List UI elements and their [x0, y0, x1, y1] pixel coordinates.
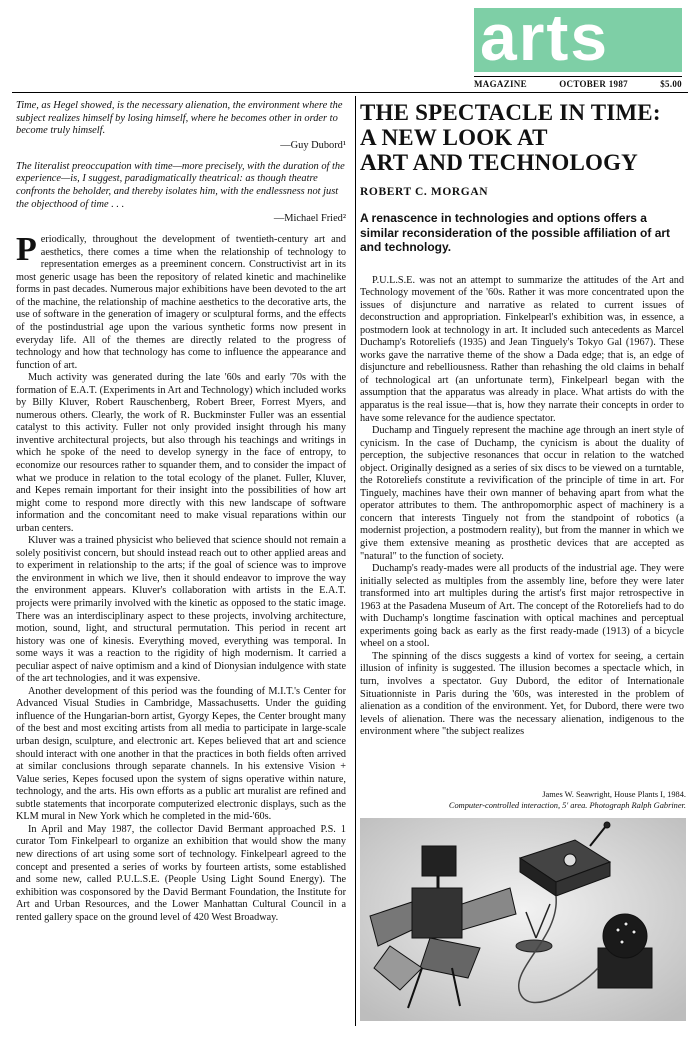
paragraph-r2: Duchamp and Tinguely represent the machine age through an inert style of cynicism. In the case of Duchamp, the cynicism is about the duality of perception, the subjective resonances that occur in relation to the watched object. Originally designed as a series of six discs to be viewed on a turntable, the Rotoreliefs constitute a revivification of the principle of time in art. For Tinguely, machines have their own manner of behaving apart from what the operator attributes to them. The anthropomorphic aspect of machinery is a concern that interests Tinguely not from the standpoint of robotics (a modernist projection, a postmodern reality), but from the manner in which we give them extensive meaning as prosthetic devices that are accepted as "natural" to the function of society. [360, 425, 684, 562]
house-plants-photo-illustration [360, 818, 686, 1021]
epigraph-1-attribution: —Guy Dubord¹ [280, 139, 346, 151]
paragraph-5: In April and May 1987, the collector David Bermant approached P.S. 1 curator Tom Finkelpearl to organize an exhibition that would show the many new directions of art using some sort of technology. Finkelpearl agreed to the concept and presented a series of works by fourteen artists, some established and some new, called P.U.L.S.E. (People Using Light Sound Energy). The exhibition was cosponsored by the David Bermant Foundation, the Institute for Art and Urban Resources, and the Lower Manhattan Cultural Council in a rented gallery space on the ground level of 420 West Broadway. [16, 823, 346, 923]
paragraph-3: Kluver was a trained physicist who believed that science should not remain a solely positivist concern, but should instead reach out to other applied areas and to experiment in relationship to the arts; if the goal of science was to improve the environment in which we live, then it should endeavor to improve the way the environment appears. Kluver's collaboration with artists in the E.A.T. projects were primarily involved with the kinetic as opposed to the static image. There was an interdisciplinary aspect to these projects, involving architecture, motion, sound, light, and structural permutation. This period in recent art history was one of kinesis. Everything moved, everything was temporal. In some ways it was a reaction to the rigidity of high modernism. It carried a peculiar aspect of naive optimism and a kind of Dionysian indulgence with state of the art technologies, and it was expensive. [16, 535, 346, 685]
paragraph-r4: The spinning of the discs suggests a kind of vortex for seeing, a certain illusion of infinity is suggested. The illusion becomes a spectacle which, in turn, involves a spectator. Guy Dubord, the editor of Internationale Situationniste in Paris during the '60s, was interested in the problem of alienation as a condition of the environment. Yet, for Dubord, there were two levels of alienation. There was the necessary alienation, indigenous to the environment where "the subject realizes [360, 650, 684, 738]
author-byline: ROBERT C. MORGAN [360, 186, 489, 198]
epigraph-2-attribution: —Michael Fried² [273, 213, 346, 225]
paragraph-4: Another development of this period was the founding of M.I.T.'s Center for Advanced Visual Studies in Cambridge, Massachusetts. Under the guiding influence of the Hungarian-born artist, Gyorgy Kepes, the Center brought many of the best and most exciting artists from all media to participate in large-scale urban design, sculpture, and electronic art. Kepes believed that art and science should interact with one another in that the practices in both fields often arrived at similar conclusions through separate channels. In his extensive Vision + Value series, Kepes focused upon the system of signs operative within nature, technology, and the arts. His own efforts as a public art muralist are refined and subtle statements that incorporate computerized electronic displays, such as the KLM mural in New York which he completed in the mid-'60s. [16, 685, 346, 823]
epigraph-2: The literalist preoccupation with time—more precisely, with the duration of the experience—is, I suggest, paradigmatically theatrical: as though theatre confronts the beholder, and thereby isolates him, with the endlessness not just the objecthood of time . . . [16, 160, 345, 210]
caption-line-2: Computer-controlled interaction, 5' area. Photograph Ralph Gabriner. [448, 800, 686, 810]
paragraph-2: Much activity was generated during the late '60s and early '70s with the formation of E.A.T. (Experiments in Art and Technology) which included works by Billy Kluver, Robert Rauschenberg, Robert Breer, Forrest Myers, and numerous others. Clearly, the work of R. Buckminster Fuller was an essential catalyst to this activity. Fuller not only provided insight through his many inventive architectural projects, but also through his teachings and writings in which he spoke of the need to develop synergy in the face of entropy, to economize our resources rather to squander them, and to consider the impact of what we produce in relation to the total ecology of the planet. Fuller, Kluver, and Kepes remain important for their insight into the possibilities of how art might come to respond more directly with this new landscape of software information and the concomitant need to make visual reparations within our urban centers. [16, 372, 346, 534]
article-dek: A renascence in technologies and options offers a similar reconsideration of the possible affiliation of art and technology. [360, 211, 671, 254]
issue-line [474, 76, 682, 89]
title-line-2: A NEW LOOK AT [360, 125, 548, 150]
figure-caption [360, 790, 686, 811]
epigraph-1: Time, as Hegel showed, is the necessary alienation, the environment where the subject realizes himself by losing himself, where he becomes other in order to become truly himself. [16, 100, 343, 137]
column-rule [355, 96, 356, 1026]
paragraph-r3: Duchamp's ready-mades were all products of the industrial age. They were initially selected as multiples from the assembly line, before they were later transformed into art multiples during the artist's first major retrospective in 1963 at the Pasadena Museum of Art. The concept of the Rotoreliefs had to do with Duchamp's longtime fascination with optical machines and perceptual experiments going back as early as the first ready-made (1913) of a bicycle wheel on a stool. [360, 563, 684, 650]
paragraph-1: Periodically, throughout the development of twentieth-century art and aesthetics, there comes a time when the relationship of technology to representation emerges as a preeminent concern. Constructivist art in its most generic usage has been the repository of related kinetic and machinelike forms in past decades. Numerous major exhibitions have been devoted to the art of the machine, the relationship of machine aesthetics to the decorative arts, the use of software in the generation of imagery or sculptural forms, and the effects of the postindustrial age upon the various synthetic forms now present in everyday life. All of the themes are directly related to the progress of technology and how that technology has come to influence the appearance and function of art. [16, 231, 346, 371]
article-title [360, 100, 684, 175]
logo-text: arts [480, 0, 610, 74]
top-rule [12, 92, 688, 93]
caption-line-1: James W. Seawright, House Plants I, 1984. [542, 790, 686, 799]
issue-price: $5.00 [660, 79, 682, 89]
dome-sculpture [598, 914, 652, 988]
drop-cap: P [16, 231, 37, 269]
issue-date: OCTOBER 1987 [559, 79, 628, 89]
title-line-3: ART AND TECHNOLOGY [360, 150, 638, 175]
magazine-label: MAGAZINE [474, 79, 527, 89]
left-column [16, 100, 346, 924]
title-line-1: THE SPECTACLE IN TIME: [360, 100, 661, 125]
paragraph-r1: P.U.L.S.E. was not an attempt to summarize the attitudes of the Art and Technology movement of the '60s. Rather it was more concentrated upon the issues of disjuncture and narrative as related to current issues of deconstruction and appropriation. Finkelpearl's exhibition was, in essence, a postmodern look at technology in art. It included such antecedents as Marcel Duchamp's Rotoreliefs (1935) and Jean Tinguely's Tokyo Gal (1967). These works gave the narrative theme of the show a Dada edge; that is, an edge of disjuncture and rebelliousness. Rather than rehashing the old claims in behalf of technological art (an unfortunate term), Finkelpearl began with the assumption that the apparatus was already in place. What artists do with the apparatus is the real issue—that is, how they narrate their concepts in order to have some relevance for the audience spectator. [360, 274, 684, 424]
magazine-logo [474, 0, 682, 74]
artwork-photograph [360, 818, 686, 1021]
right-column [360, 100, 684, 739]
